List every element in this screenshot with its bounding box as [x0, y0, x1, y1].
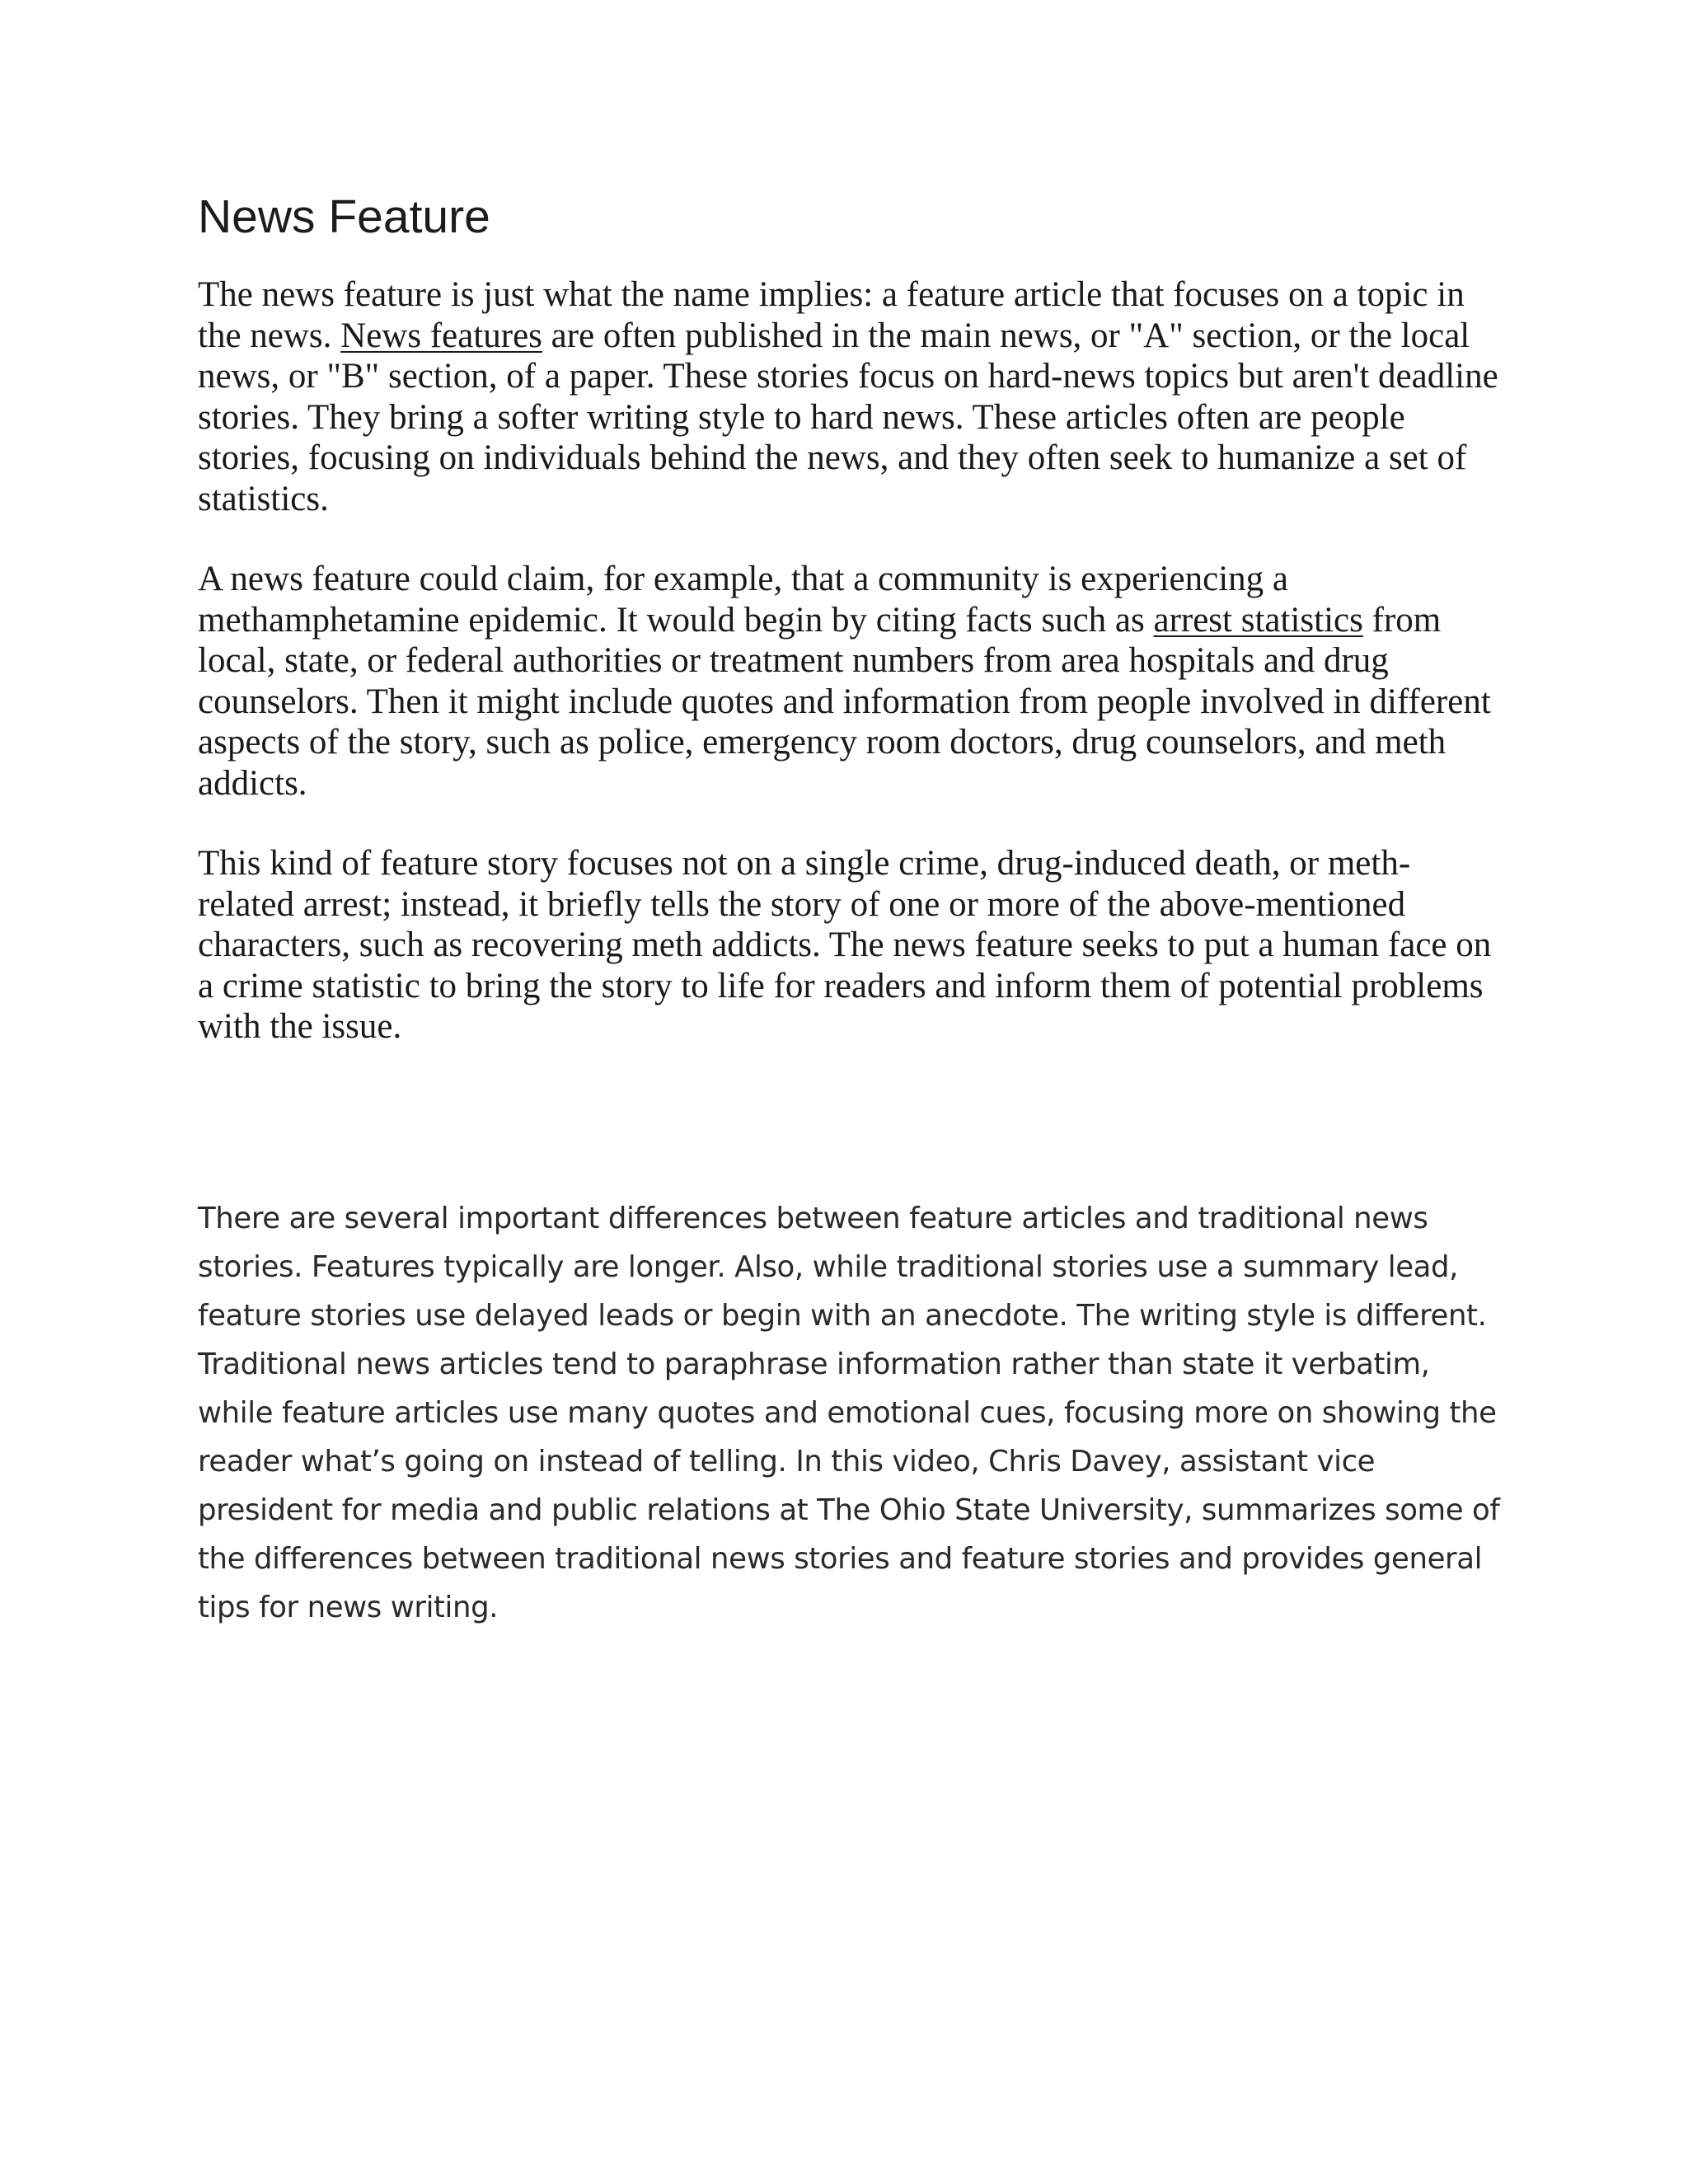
arrest-statistics-link[interactable]: arrest statistics	[1153, 600, 1363, 640]
paragraph-intro-text-end: are often published in the main news, or "A" section, or the local news, or "B" section, of a paper. These stories focus on hard-news topics but aren't deadline stories. They bring a softer writing style to hard news. These articles often are people stories, focusing on individuals behind the news, and they often seek to humanize a set of statistics.	[198, 316, 1498, 518]
paragraph-example	[198, 559, 1500, 804]
section-spacer	[198, 1087, 1500, 1194]
news-features-link[interactable]: News features	[340, 316, 542, 355]
paragraph-focus: This kind of feature story focuses not on a single crime, drug-induced death, or meth-related arrest; instead, it briefly tells the story of one or more of the above-mentioned characters, such as recovering meth addicts. The news feature seeks to put a human face on a crime statistic to bring the story to life for readers and inform them of potential problems with the issue.	[198, 844, 1492, 1047]
paragraph-example-text-start: A news feature could claim, for example, that a community is experiencing a methamphetamine epidemic. It would begin by citing facts such as	[198, 560, 1288, 640]
paragraph-intro-text-start: The news feature is just what the name implies: a feature article that focuses on a topic in the news.	[198, 275, 1465, 355]
paragraph-example-text-end: from local, state, or federal authorities or treatment numbers from area hospitals and drug counselors. Then it might include quotes and information from people involved in different aspects of the story, such as police, emergency room doctors, drug counselors, and meth addicts.	[198, 600, 1491, 803]
paragraph-differences: There are several important differences between feature articles and traditional news stories. Features typically are longer. Also, while traditional stories use a summary lead, feature stories use delayed leads or begin with an anecdote. The writing style is different. Traditional news articles tend to paraphrase information rather than state it verbatim, while feature articles use many quotes and emotional cues, focusing more on showing the reader what’s going on instead of telling. In this video, Chris Davey, assistant vice president for media and public relations at The Ohio State University, summarizes some of the differences between traditional news stories and feature stories and provides general tips for news writing.	[198, 1201, 1500, 1624]
paragraph-intro	[198, 274, 1500, 519]
document-content	[198, 188, 1500, 1632]
page-title: News Feature	[198, 190, 490, 243]
